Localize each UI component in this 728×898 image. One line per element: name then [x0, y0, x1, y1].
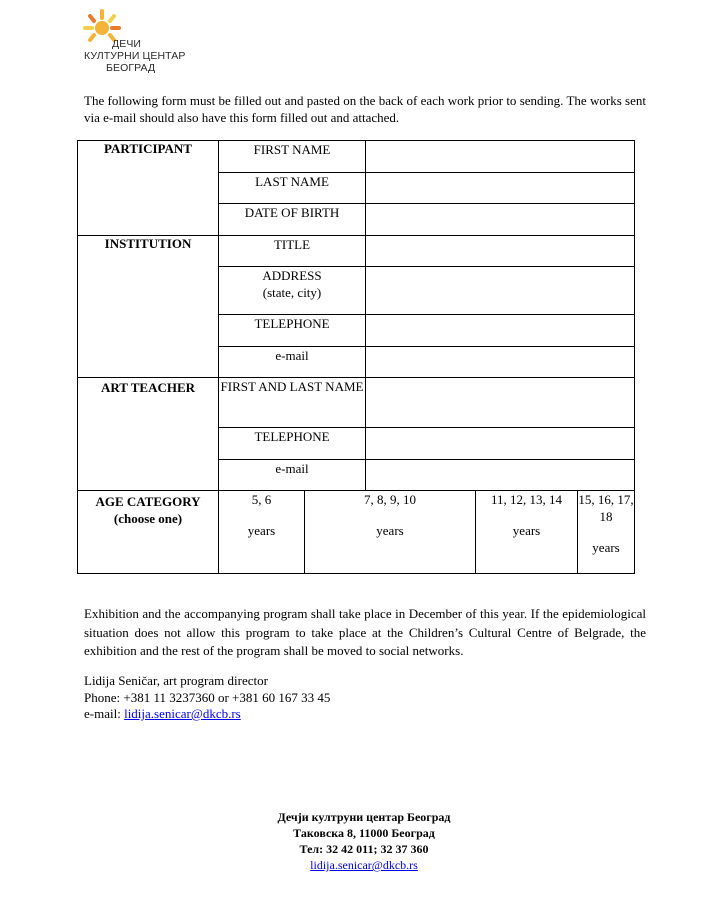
- age-option-3-unit: years: [512, 523, 541, 538]
- age-option-4-unit: years: [592, 540, 620, 555]
- age-category-note: (choose one): [113, 511, 183, 526]
- first-name-field[interactable]: [366, 141, 635, 173]
- last-name-field[interactable]: [366, 173, 635, 204]
- logo-text-line3: БЕОГРАД: [106, 62, 156, 74]
- address-label-text: ADDRESS: [262, 268, 322, 283]
- age-option-2-range: 7, 8, 9, 10: [364, 492, 416, 507]
- address-field[interactable]: [366, 267, 635, 315]
- age-category-label: AGE CATEGORY: [95, 494, 201, 509]
- teacher-email-label: e-mail: [219, 460, 366, 491]
- footer: [0, 809, 728, 873]
- age-option-1-range: 5, 6: [251, 492, 272, 507]
- first-name-label: FIRST NAME: [219, 141, 366, 173]
- age-option-2[interactable]: [305, 491, 476, 574]
- intro-text: The following form must be filled out and pasted on the back of each work prior to sending. The works sent via e-mail should also have this form filled out and attached.: [84, 93, 646, 125]
- exhibition-paragraph: Exhibition and the accompanying program shall take place in December of this year. If the epidemiological situation does not allow this program to take place at the Children’s Cultural Centre of Belgrade, the exhibition and the rest of the program shall be moved to social networks.: [84, 606, 646, 658]
- logo: [82, 8, 192, 78]
- teacher-telephone-label: TELEPHONE: [219, 428, 366, 460]
- institution-telephone-label: TELEPHONE: [219, 315, 366, 347]
- contact-email-line: [84, 706, 330, 723]
- institution-title-label: TITLE: [219, 236, 366, 267]
- institution-heading: INSTITUTION: [78, 236, 219, 378]
- contact-email-label: e-mail:: [84, 706, 125, 721]
- age-option-4-range: 15, 16, 17, 18: [578, 492, 634, 524]
- art-teacher-heading: ART TEACHER: [78, 378, 219, 491]
- age-option-2-unit: years: [376, 523, 404, 538]
- teacher-name-label: FIRST AND LAST NAME: [219, 378, 366, 428]
- age-category-heading: [78, 491, 219, 574]
- institution-title-field[interactable]: [366, 236, 635, 267]
- footer-address: Таковска 8, 11000 Београд: [293, 826, 435, 840]
- footer-email-link[interactable]: lidija.senicar@dkcb.rs: [310, 858, 418, 872]
- age-option-3-range: 11, 12, 13, 14: [491, 492, 563, 507]
- institution-telephone-field[interactable]: [366, 315, 635, 347]
- age-option-4[interactable]: [578, 491, 635, 574]
- entry-form: [77, 140, 635, 574]
- contact-email-link[interactable]: lidija.senicar@dkcb.rs: [124, 706, 241, 721]
- institution-email-label: e-mail: [219, 347, 366, 378]
- date-of-birth-field[interactable]: [366, 204, 635, 236]
- address-label: [219, 267, 366, 315]
- age-option-1[interactable]: [219, 491, 305, 574]
- participant-heading: PARTICIPANT: [78, 141, 219, 236]
- last-name-label: LAST NAME: [219, 173, 366, 204]
- logo-text-line1: ДЕЧИ: [112, 38, 142, 50]
- teacher-email-field[interactable]: [366, 460, 635, 491]
- contact-name: Lidija Seničar, art program director: [84, 673, 268, 688]
- address-note: (state, city): [262, 285, 322, 300]
- date-of-birth-label: DATE OF BIRTH: [219, 204, 366, 236]
- footer-org-name: Дечји култруни центар Београд: [277, 810, 451, 824]
- institution-email-field[interactable]: [366, 347, 635, 378]
- teacher-name-field[interactable]: [366, 378, 635, 428]
- age-option-3[interactable]: [476, 491, 578, 574]
- contact-phone: Phone: +381 11 3237360 or +381 60 167 33 45: [84, 689, 331, 705]
- age-option-1-unit: years: [247, 523, 276, 538]
- teacher-telephone-field[interactable]: [366, 428, 635, 460]
- logo-text-line2: КУЛТУРНИ ЦЕНТАР: [84, 50, 186, 62]
- footer-phone: Тел: 32 42 011; 32 37 360: [299, 842, 429, 856]
- contact-block: [84, 673, 330, 723]
